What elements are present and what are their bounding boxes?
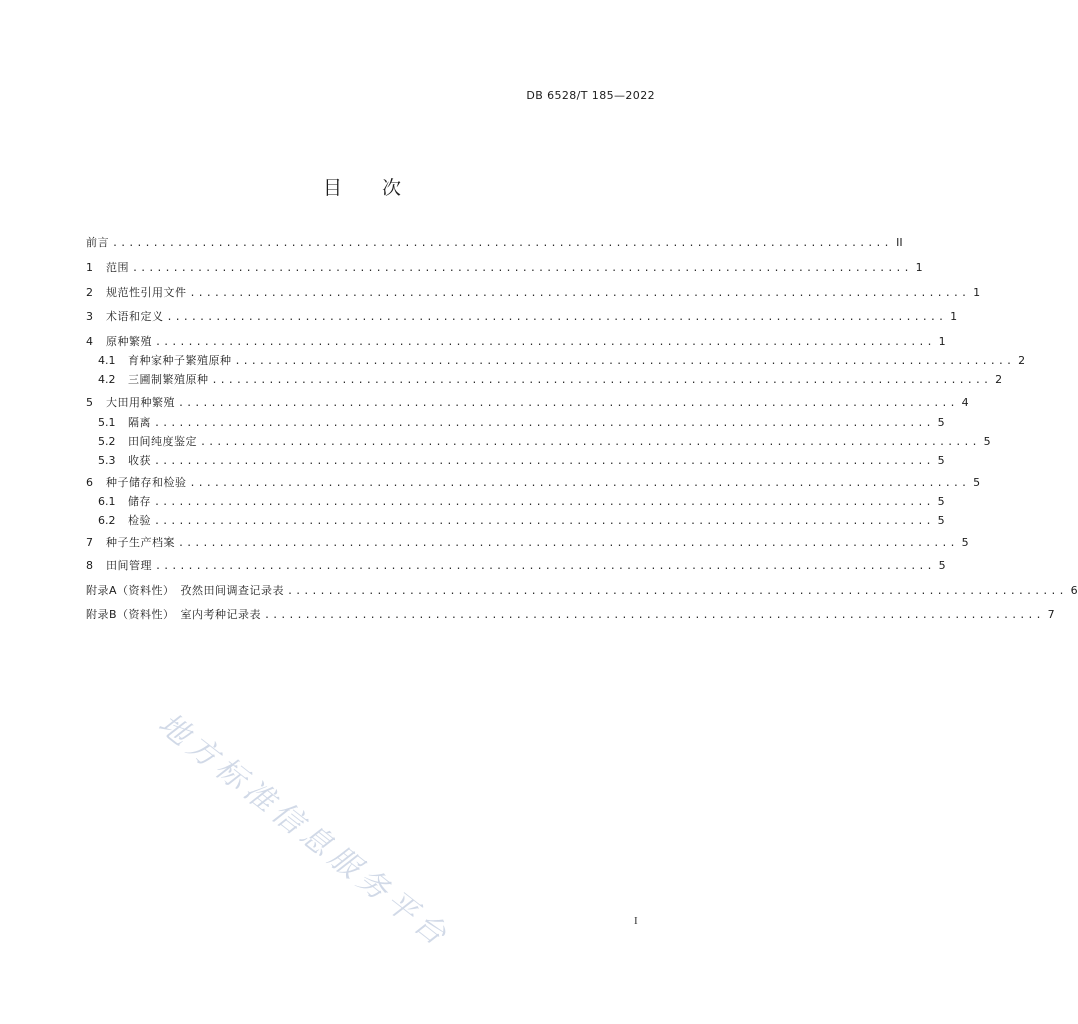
toc-entry-9[interactable]: 5.2 田间纯度鉴定 ................................................................................................ 5 <box>98 433 655 451</box>
toc-entry-page: 5 <box>937 495 945 508</box>
toc-entry-label: 附录A（资料性） 孜然田间调查记录表 <box>86 584 285 597</box>
toc-entry-label: 储存 <box>128 495 151 508</box>
toc-entry-0[interactable]: 前言 ................................................................................................ II <box>86 234 655 252</box>
toc-title-char-2: 次 <box>382 177 402 199</box>
toc-entry-page: 2 <box>995 373 1003 386</box>
toc-entry-number: 6.2 <box>98 514 116 527</box>
toc-entry-page: 2 <box>1018 354 1026 367</box>
toc-entry-1[interactable]: 1 范围 ................................................................................................ 1 <box>86 259 655 277</box>
toc-entry-page: 1 <box>915 261 923 274</box>
toc-entry-7[interactable]: 5 大田用种繁殖 ................................................................................................ 4 <box>86 394 655 412</box>
toc-entry-11[interactable]: 6 种子储存和检验 ................................................................................................ 5 <box>86 474 655 492</box>
toc-entry-number: 8 <box>86 559 93 572</box>
toc-entry-17[interactable]: 附录B（资料性） 室内考种记录表 ................................................................................................ 7 <box>86 606 655 624</box>
toc-entry-5[interactable]: 4.1 育种家种子繁殖原种 ................................................................................................ 2 <box>98 352 655 370</box>
toc-entry-number: 7 <box>86 536 93 549</box>
toc-entry-label: 前言 <box>86 236 109 249</box>
toc-entry-number: 5.3 <box>98 454 116 467</box>
toc-entry-number: 5.1 <box>98 416 116 429</box>
toc-entry-label: 育种家种子繁殖原种 <box>128 354 232 367</box>
toc-entry-number: 6.1 <box>98 495 116 508</box>
toc-entry-page: 5 <box>983 435 991 448</box>
toc-entry-page: 7 <box>1047 608 1055 621</box>
toc-entry-page: 5 <box>937 454 945 467</box>
toc-entry-number: 2 <box>86 286 93 299</box>
toc-entry-label: 规范性引用文件 <box>106 286 187 299</box>
toc-entry-page: 6 <box>1070 584 1078 597</box>
toc-entry-label: 大田用种繁殖 <box>106 396 175 409</box>
toc-entry-label: 种子储存和检验 <box>106 476 187 489</box>
toc-entry-page: 5 <box>973 476 981 489</box>
toc-entry-label: 隔离 <box>128 416 151 429</box>
toc-entry-page: II <box>896 236 903 249</box>
toc-entry-label: 种子生产档案 <box>106 536 175 549</box>
toc-entry-page: 1 <box>973 286 981 299</box>
toc-entry-number: 1 <box>86 261 93 274</box>
toc-entry-3[interactable]: 3 术语和定义 ................................................................................................ 1 <box>86 308 655 326</box>
toc-entry-label: 原种繁殖 <box>106 335 152 348</box>
toc-entry-page: 5 <box>961 536 969 549</box>
toc-entry-number: 6 <box>86 476 93 489</box>
toc-entry-number: 4 <box>86 335 93 348</box>
toc-entry-page: 4 <box>961 396 969 409</box>
toc-entry-number: 4.1 <box>98 354 116 367</box>
toc-entry-10[interactable]: 5.3 收获 ................................................................................................ 5 <box>98 452 655 470</box>
toc-entry-13[interactable]: 6.2 检验 ................................................................................................ 5 <box>98 512 655 530</box>
toc-entry-label: 田间管理 <box>106 559 152 572</box>
toc-entry-page: 1 <box>950 310 958 323</box>
toc-entry-2[interactable]: 2 规范性引用文件 ................................................................................................ 1 <box>86 284 655 302</box>
toc-entry-14[interactable]: 7 种子生产档案 ................................................................................................ 5 <box>86 534 655 552</box>
toc-title <box>0 173 724 200</box>
toc-entry-label: 范围 <box>106 261 129 274</box>
watermark: 地方标准信息服务平台 <box>151 706 457 956</box>
toc-entry-label: 检验 <box>128 514 151 527</box>
toc-entry-6[interactable]: 4.2 三圃制繁殖原种 ................................................................................................ 2 <box>98 371 655 389</box>
toc-entry-4[interactable]: 4 原种繁殖 ................................................................................................ 1 <box>86 333 655 351</box>
toc-entry-number: 4.2 <box>98 373 116 386</box>
toc-entry-page: 5 <box>937 514 945 527</box>
toc-entry-12[interactable]: 6.1 储存 ................................................................................................ 5 <box>98 493 655 511</box>
toc-entry-number: 3 <box>86 310 93 323</box>
page-number: I <box>634 915 638 927</box>
toc-entry-label: 田间纯度鉴定 <box>128 435 197 448</box>
toc-entry-number: 5.2 <box>98 435 116 448</box>
toc-title-char-1: 目 <box>322 177 342 199</box>
standard-number: DB 6528/T 185—2022 <box>526 89 655 102</box>
toc-entry-16[interactable]: 附录A（资料性） 孜然田间调查记录表 ................................................................................................ 6 <box>86 582 655 600</box>
toc-entry-label: 附录B（资料性） 室内考种记录表 <box>86 608 262 621</box>
toc-entry-page: 1 <box>938 335 946 348</box>
toc-entry-page: 5 <box>938 559 946 572</box>
toc-entry-15[interactable]: 8 田间管理 ................................................................................................ 5 <box>86 557 655 575</box>
toc-entry-number: 5 <box>86 396 93 409</box>
toc-entry-page: 5 <box>937 416 945 429</box>
toc-entry-label: 三圃制繁殖原种 <box>128 373 209 386</box>
toc-entry-8[interactable]: 5.1 隔离 ................................................................................................ 5 <box>98 414 655 432</box>
toc-entry-label: 收获 <box>128 454 151 467</box>
toc-entry-label: 术语和定义 <box>106 310 164 323</box>
